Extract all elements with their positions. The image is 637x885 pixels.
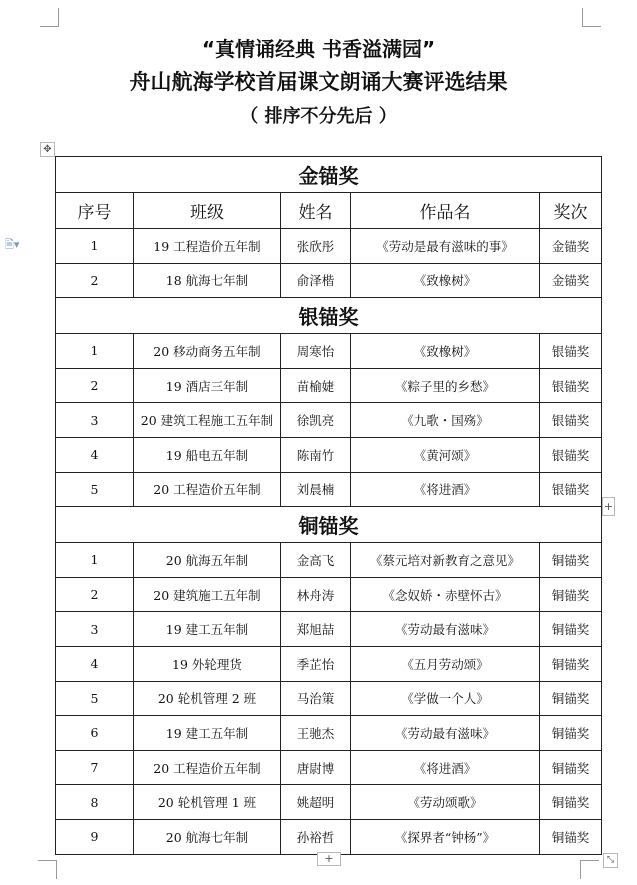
table-row xyxy=(56,785,602,820)
class-name-cell: 19 酒店三年制 xyxy=(134,368,281,403)
table-row xyxy=(56,543,602,578)
student-name-cell: 陈南竹 xyxy=(281,437,351,472)
page-corner-mark-top-left xyxy=(40,8,59,27)
student-name-cell: 金高飞 xyxy=(281,543,351,578)
title-line-2: 舟山航海学校首届课文朗诵大赛评选结果 xyxy=(129,70,508,94)
work-title-cell: 《致橡树》 xyxy=(351,263,540,298)
row-number-cell: 4 xyxy=(56,646,134,681)
work-title-cell: 《劳动颂歌》 xyxy=(351,785,540,820)
student-name-cell: 姚超明 xyxy=(281,785,351,820)
award-level-cell: 银锚奖 xyxy=(540,334,602,369)
row-number-cell: 3 xyxy=(56,612,134,647)
results-table xyxy=(55,156,602,855)
award-level-cell: 铜锚奖 xyxy=(540,716,602,751)
column-header: 序号 xyxy=(56,193,134,229)
row-number-cell: 2 xyxy=(56,263,134,298)
award-level-cell: 铜锚奖 xyxy=(540,819,602,854)
student-name-cell: 徐凯亮 xyxy=(281,403,351,438)
work-title-cell: 《致橡树》 xyxy=(351,334,540,369)
row-number-cell: 5 xyxy=(56,681,134,716)
table-row xyxy=(56,263,602,298)
class-name-cell: 20 移动商务五年制 xyxy=(134,334,281,369)
class-name-cell: 20 建筑工程施工五年制 xyxy=(134,403,281,438)
student-name-cell: 刘晨楠 xyxy=(281,472,351,507)
student-name-cell: 孙裕哲 xyxy=(281,819,351,854)
row-number-cell: 2 xyxy=(56,577,134,612)
class-name-cell: 20 航海七年制 xyxy=(134,819,281,854)
class-name-cell: 20 轮机管理 2 班 xyxy=(134,681,281,716)
row-number-cell: 1 xyxy=(56,229,134,264)
row-number-cell: 8 xyxy=(56,785,134,820)
page-corner-mark-top-right xyxy=(582,8,601,27)
column-header: 姓名 xyxy=(281,193,351,229)
table-row xyxy=(56,403,602,438)
table-header-row xyxy=(56,193,602,229)
class-name-cell: 19 工程造价五年制 xyxy=(134,229,281,264)
work-title-cell: 《将进酒》 xyxy=(351,750,540,785)
work-title-cell: 《五月劳动颂》 xyxy=(351,646,540,681)
award-level-cell: 银锚奖 xyxy=(540,368,602,403)
student-name-cell: 周寒怡 xyxy=(281,334,351,369)
class-name-cell: 19 船电五年制 xyxy=(134,437,281,472)
add-column-plus-icon[interactable]: + xyxy=(602,497,615,516)
award-band-title: 银锚奖 xyxy=(56,298,602,334)
award-level-cell: 铜锚奖 xyxy=(540,577,602,612)
award-level-cell: 银锚奖 xyxy=(540,472,602,507)
award-level-cell: 金锚奖 xyxy=(540,229,602,264)
student-name-cell: 张欣彤 xyxy=(281,229,351,264)
page-corner-mark-bottom-right xyxy=(580,860,599,879)
table-row xyxy=(56,716,602,751)
award-level-cell: 铜锚奖 xyxy=(540,543,602,578)
title-line-1: “真情诵经典 书香溢满园” xyxy=(201,37,436,61)
award-band-row xyxy=(56,157,602,193)
award-band-title: 金锚奖 xyxy=(56,157,602,193)
award-level-cell: 铜锚奖 xyxy=(540,750,602,785)
award-band-title: 铜锚奖 xyxy=(56,507,602,543)
work-title-cell: 《劳动最有滋味》 xyxy=(351,612,540,647)
class-name-cell: 20 工程造价五年制 xyxy=(134,472,281,507)
table-row xyxy=(56,472,602,507)
student-name-cell: 林舟涛 xyxy=(281,577,351,612)
award-level-cell: 金锚奖 xyxy=(540,263,602,298)
work-title-cell: 《九歌・国殇》 xyxy=(351,403,540,438)
table-row xyxy=(56,577,602,612)
class-name-cell: 19 建工五年制 xyxy=(134,716,281,751)
class-name-cell: 19 建工五年制 xyxy=(134,612,281,647)
title-line-3: （ 排序不分先后 ） xyxy=(240,106,397,127)
row-number-cell: 2 xyxy=(56,368,134,403)
work-title-cell: 《学做一个人》 xyxy=(351,681,540,716)
table-row xyxy=(56,819,602,854)
class-name-cell: 20 工程造价五年制 xyxy=(134,750,281,785)
class-name-cell: 20 航海五年制 xyxy=(134,543,281,578)
class-name-cell: 20 建筑施工五年制 xyxy=(134,577,281,612)
column-header: 奖次 xyxy=(540,193,602,229)
column-header: 作品名 xyxy=(351,193,540,229)
award-band-row xyxy=(56,298,602,334)
work-title-cell: 《黄河颂》 xyxy=(351,437,540,472)
results-table-body xyxy=(56,157,602,855)
table-row xyxy=(56,334,602,369)
row-number-cell: 1 xyxy=(56,334,134,369)
student-name-cell: 俞泽楷 xyxy=(281,263,351,298)
row-number-cell: 5 xyxy=(56,472,134,507)
table-row xyxy=(56,437,602,472)
work-title-cell: 《将进酒》 xyxy=(351,472,540,507)
award-level-cell: 银锚奖 xyxy=(540,403,602,438)
work-title-cell: 《蔡元培对新教育之意见》 xyxy=(351,543,540,578)
student-name-cell: 苗榆婕 xyxy=(281,368,351,403)
row-number-cell: 1 xyxy=(56,543,134,578)
award-band-row xyxy=(56,507,602,543)
class-name-cell: 19 外轮理货 xyxy=(134,646,281,681)
student-name-cell: 马治策 xyxy=(281,681,351,716)
row-number-cell: 4 xyxy=(56,437,134,472)
document-dropdown-icon[interactable]: 🗎▾ xyxy=(5,238,20,251)
work-title-cell: 《劳动是最有滋味的事》 xyxy=(351,229,540,264)
row-number-cell: 9 xyxy=(56,819,134,854)
table-row xyxy=(56,750,602,785)
add-row-plus-icon[interactable]: + xyxy=(317,852,341,866)
award-level-cell: 银锚奖 xyxy=(540,437,602,472)
table-row xyxy=(56,681,602,716)
column-header: 班级 xyxy=(134,193,281,229)
student-name-cell: 唐尉博 xyxy=(281,750,351,785)
row-number-cell: 3 xyxy=(56,403,134,438)
award-level-cell: 铜锚奖 xyxy=(540,646,602,681)
class-name-cell: 18 航海七年制 xyxy=(134,263,281,298)
student-name-cell: 王驰杰 xyxy=(281,716,351,751)
work-title-cell: 《劳动最有滋味》 xyxy=(351,716,540,751)
table-row xyxy=(56,646,602,681)
work-title-cell: 《念奴娇・赤壁怀古》 xyxy=(351,577,540,612)
class-name-cell: 20 轮机管理 1 班 xyxy=(134,785,281,820)
page-corner-mark-bottom-left xyxy=(38,860,57,879)
work-title-cell: 《探界者“钟杨”》 xyxy=(351,819,540,854)
row-number-cell: 6 xyxy=(56,716,134,751)
student-name-cell: 季芷怡 xyxy=(281,646,351,681)
award-level-cell: 铜锚奖 xyxy=(540,681,602,716)
table-row xyxy=(56,368,602,403)
award-level-cell: 铜锚奖 xyxy=(540,612,602,647)
table-row xyxy=(56,229,602,264)
resize-table-icon[interactable]: ⤡ xyxy=(603,853,618,868)
work-title-cell: 《粽子里的乡愁》 xyxy=(351,368,540,403)
move-cross-icon[interactable]: ✥ xyxy=(40,142,55,157)
table-row xyxy=(56,612,602,647)
row-number-cell: 7 xyxy=(56,750,134,785)
award-level-cell: 铜锚奖 xyxy=(540,785,602,820)
student-name-cell: 郑旭喆 xyxy=(281,612,351,647)
